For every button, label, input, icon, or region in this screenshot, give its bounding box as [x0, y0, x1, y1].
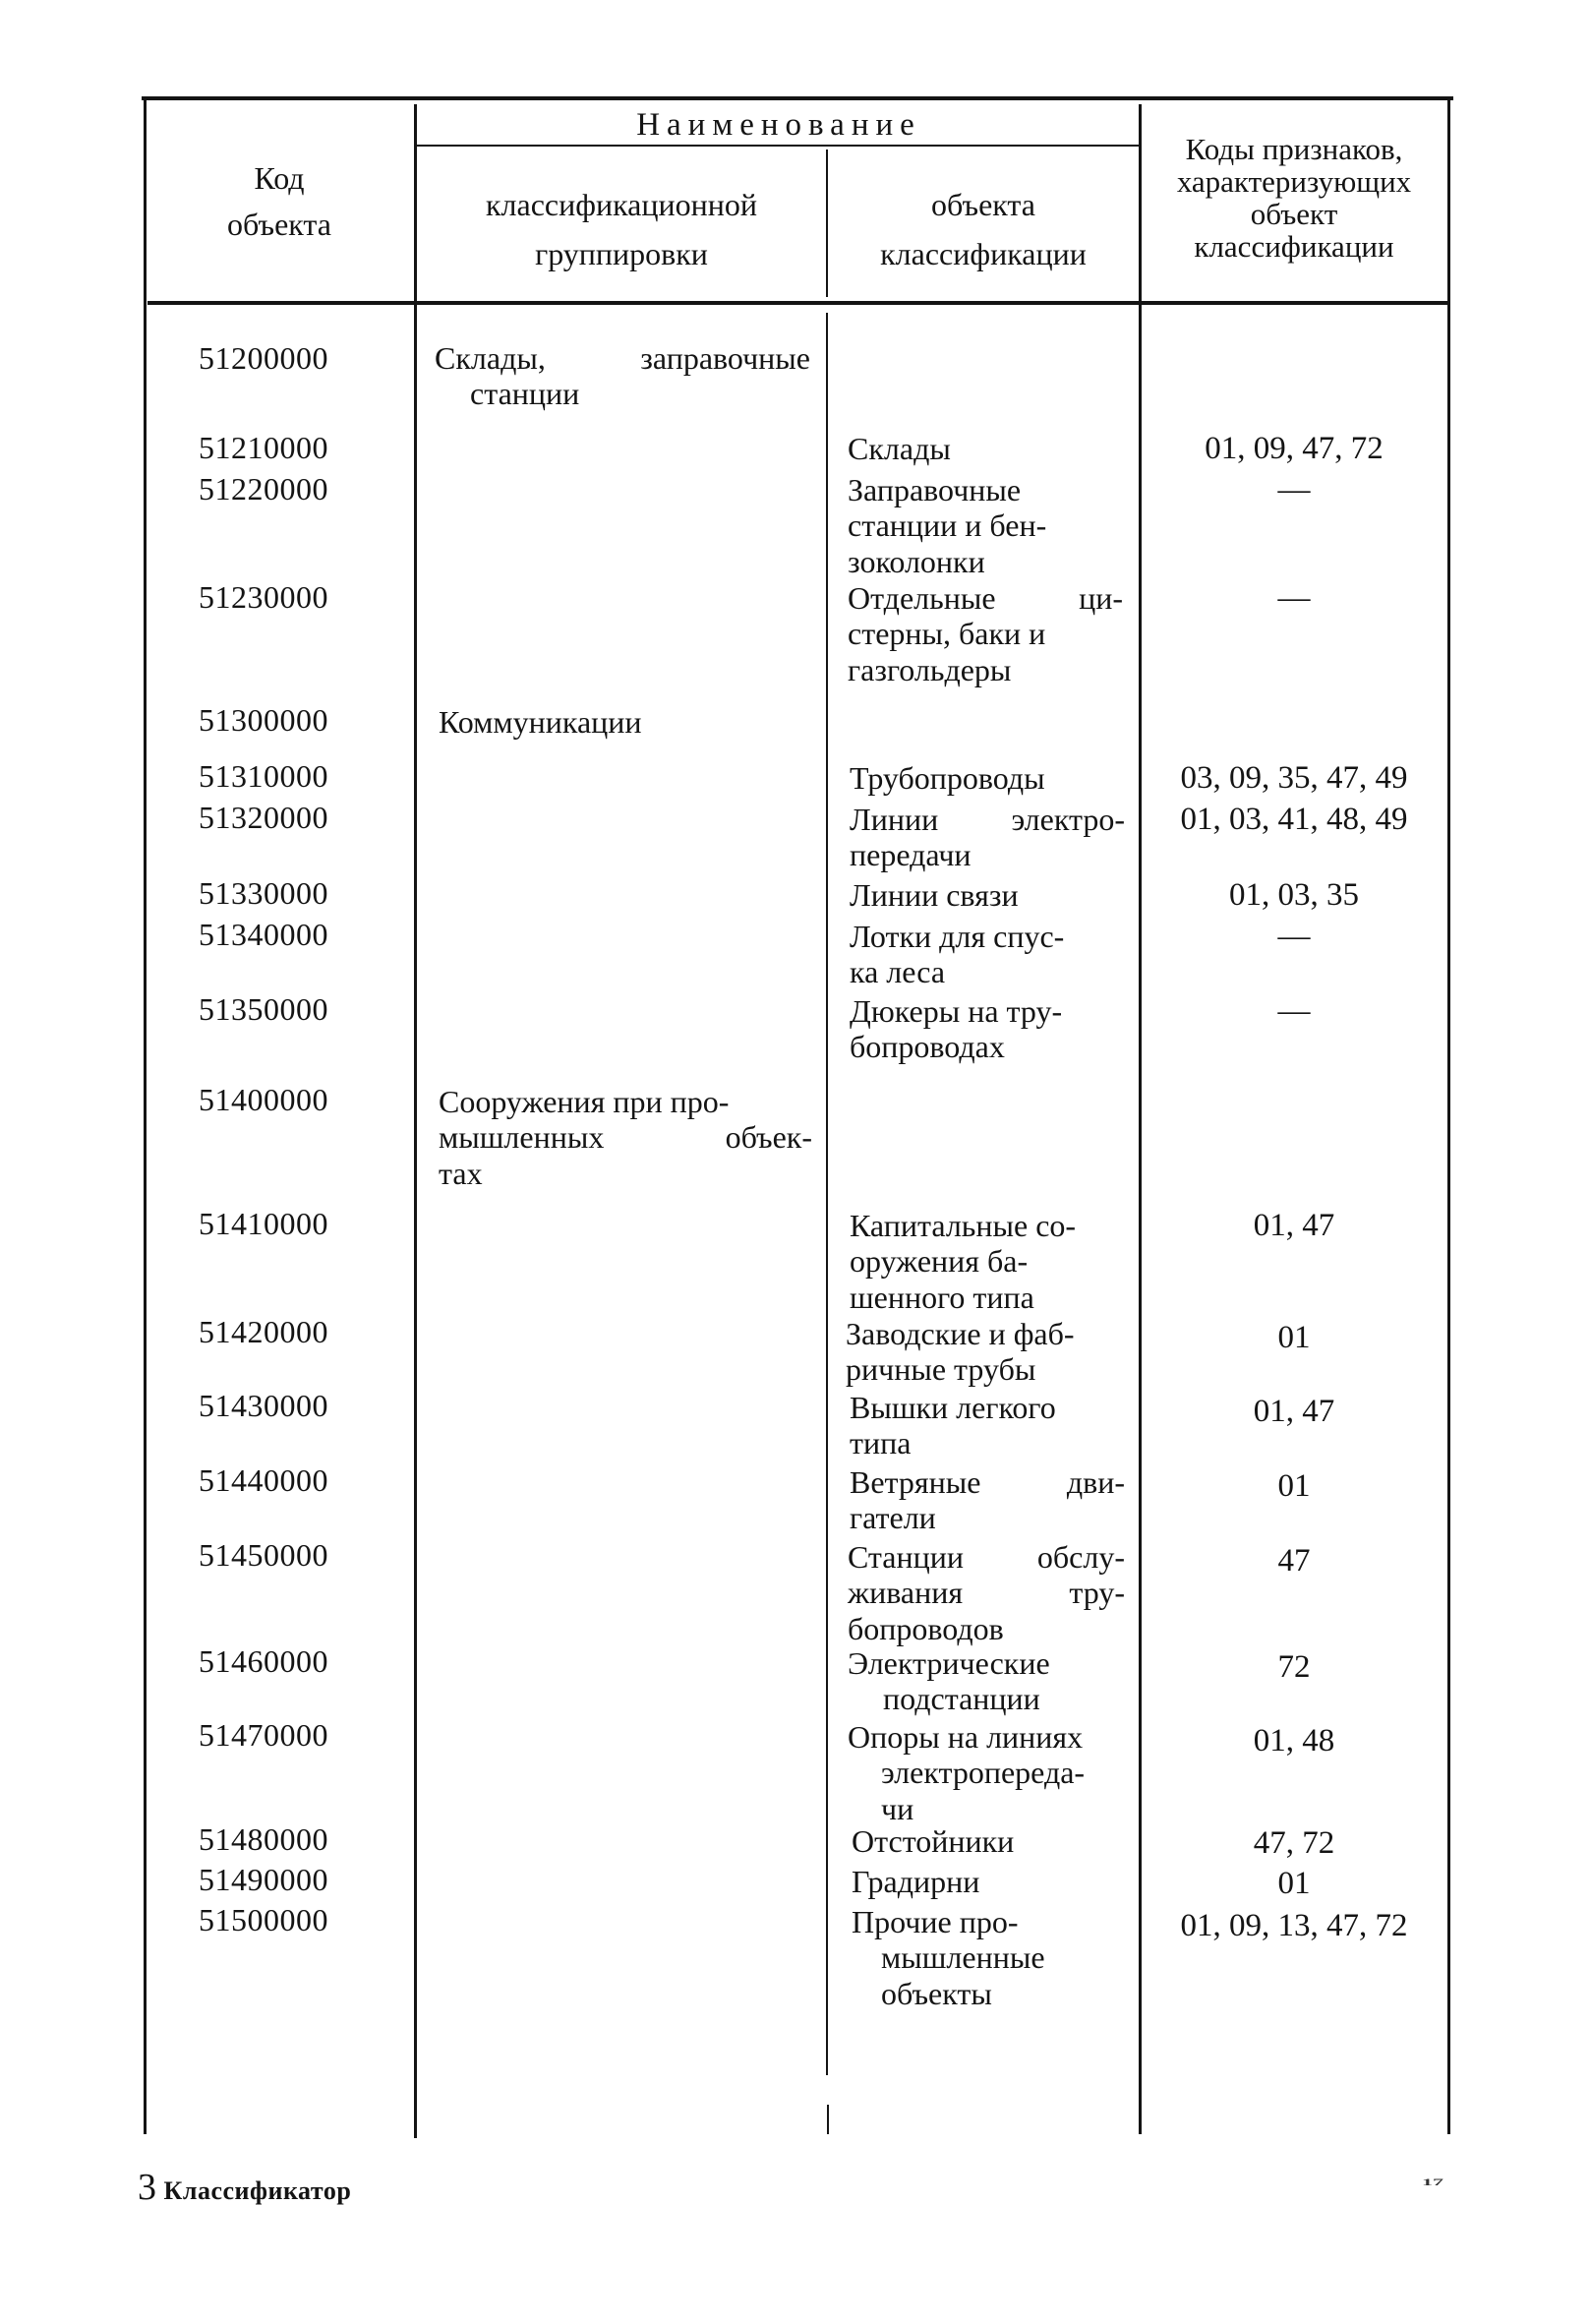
row-object-name: [848, 431, 951, 466]
header-code: [147, 155, 411, 249]
row-code: 51490000: [199, 1862, 328, 1897]
row-features: 01, 48: [1253, 1723, 1335, 1758]
row-features: 01, 09, 13, 47, 72: [1180, 1908, 1408, 1943]
row-object-line: чи: [881, 1790, 914, 1826]
row-object-line: Склады: [848, 431, 951, 466]
row-object-line: Градирни: [852, 1864, 980, 1899]
row-object-word: живания: [848, 1575, 964, 1611]
row-object-line: зоколонки: [848, 543, 985, 579]
header-features-line-1: Коды признаков,: [1185, 132, 1403, 166]
table-top-rule: [142, 96, 1453, 100]
row-group-line: Сооружения при про-: [439, 1084, 730, 1119]
column-divider-1: [414, 104, 417, 2138]
row-code: 51430000: [199, 1388, 328, 1423]
row-object-line: электропереда-: [881, 1755, 1086, 1791]
header-code-line-1: Код: [254, 160, 305, 196]
row-object-line: Опоры на линиях: [848, 1719, 1084, 1755]
column-divider-2-tail: [827, 2105, 829, 2134]
row-code: 51480000: [199, 1821, 328, 1857]
row-features: —: [1277, 919, 1311, 954]
row-object-line: Заправочные: [848, 472, 1022, 507]
row-code: 51210000: [199, 430, 328, 465]
header-features-line-3: объект: [1250, 196, 1338, 231]
row-object-line: Трубопроводы: [850, 760, 1045, 796]
row-object-name: [846, 1316, 1075, 1388]
row-code: 51440000: [199, 1462, 328, 1498]
row-code: 51340000: [199, 917, 328, 952]
header-group-line-2: группировки: [535, 235, 708, 271]
row-object-line: газгольдеры: [848, 651, 1012, 687]
footer-signature: [138, 2166, 351, 2209]
row-object-line: бопроводов: [848, 1610, 1004, 1646]
row-features: —: [1277, 472, 1311, 507]
row-features: 01, 03, 35: [1229, 877, 1359, 913]
row-object-name: [850, 919, 1064, 990]
row-object-line: бопроводах: [850, 1029, 1005, 1065]
table-left-border: [144, 98, 147, 2134]
footer-page-mark: 17: [1422, 2176, 1443, 2188]
row-object-line: подстанции: [883, 1681, 1040, 1717]
row-object-line: оружения ба-: [850, 1243, 1029, 1280]
row-object-word: электро-: [1011, 802, 1125, 837]
row-object-name: [850, 802, 1125, 873]
name-subheader-rule: [417, 145, 1141, 147]
row-object-line: передачи: [850, 837, 972, 873]
header-object-line-1: объекта: [931, 187, 1035, 222]
row-code: 51300000: [199, 702, 328, 738]
row-object-name: [850, 993, 1062, 1065]
row-group-name: [435, 340, 810, 412]
row-group-line: станции: [470, 376, 580, 412]
header-bottom-rule: [147, 301, 1447, 305]
row-code: 51320000: [199, 800, 328, 835]
row-object-word: Линии: [850, 802, 939, 837]
header-name: Наименование: [636, 107, 921, 143]
footer-text: Классификатор: [163, 2176, 352, 2205]
row-object-line: шенного типа: [850, 1279, 1034, 1315]
row-group-word: Склады,: [435, 340, 546, 376]
row-code: 51200000: [199, 340, 328, 376]
row-code: 51450000: [199, 1537, 328, 1573]
header-features: [1141, 134, 1447, 263]
row-features: 47: [1277, 1543, 1311, 1579]
header-features-line-2: характеризующих: [1176, 163, 1412, 199]
row-object-line: Лотки для спус-: [850, 919, 1065, 954]
row-object-word: дви-: [1066, 1464, 1125, 1500]
row-features: 01: [1277, 1468, 1311, 1504]
row-object-name: [852, 1904, 1045, 2011]
row-object-line: Электрические: [848, 1645, 1050, 1681]
row-features: 01, 47: [1253, 1394, 1335, 1429]
row-object-word: Отдельные: [848, 580, 996, 616]
header-group-line-1: классификационной: [486, 187, 757, 222]
row-code: 51420000: [199, 1314, 328, 1349]
row-object-line: станции и бен-: [848, 507, 1047, 544]
row-features: 01, 03, 41, 48, 49: [1180, 802, 1408, 837]
row-object-line: стерны, баки и: [848, 616, 1046, 652]
row-object-word: обслу-: [1036, 1539, 1125, 1575]
row-object-name: [848, 580, 1123, 687]
row-object-word: тру-: [1069, 1575, 1125, 1611]
row-object-name: [850, 1390, 1056, 1461]
row-group-name: [439, 704, 642, 740]
row-group-line: Коммуникации: [439, 704, 642, 740]
row-features: 47, 72: [1253, 1825, 1335, 1861]
row-object-line: мышленные: [881, 1939, 1045, 1976]
row-object-line: ка леса: [850, 954, 946, 990]
row-object-name: [848, 1539, 1125, 1646]
row-object-name: [852, 1823, 1014, 1859]
row-object-line: Прочие про-: [852, 1904, 1019, 1939]
row-object-name: [848, 472, 1046, 579]
row-code: 51400000: [199, 1082, 328, 1117]
row-object-line: Отстойники: [852, 1823, 1015, 1859]
row-object-line: Капитальные со-: [850, 1208, 1077, 1243]
row-object-name: [850, 760, 1045, 796]
row-object-name: [850, 1208, 1076, 1315]
row-group-word: мышленных: [439, 1119, 605, 1156]
row-object-name: [848, 1719, 1085, 1826]
row-object-name: [848, 1645, 1050, 1717]
header-features-line-4: классификации: [1194, 228, 1394, 264]
header-code-line-2: объекта: [227, 207, 331, 243]
row-object-name: [852, 1864, 979, 1899]
row-group-word: заправочные: [640, 340, 810, 376]
row-features: 01, 47: [1253, 1208, 1335, 1243]
row-features: 72: [1277, 1649, 1311, 1685]
row-object-name: [850, 1464, 1125, 1536]
row-code: 51220000: [199, 471, 328, 507]
row-object-word: Ветряные: [850, 1464, 981, 1500]
row-group-name: [439, 1084, 812, 1191]
row-code: 51470000: [199, 1717, 328, 1753]
row-group-word: объек-: [725, 1119, 812, 1156]
row-code: 51410000: [199, 1206, 328, 1241]
row-code: 51330000: [199, 875, 328, 911]
row-features: 01: [1277, 1320, 1311, 1355]
row-object-word: ци-: [1079, 580, 1123, 616]
row-features: 03, 09, 35, 47, 49: [1180, 760, 1408, 796]
row-object-line: типа: [850, 1425, 912, 1461]
row-features: —: [1277, 993, 1311, 1029]
row-object-line: объекты: [881, 1975, 992, 2011]
header-object: [828, 181, 1139, 278]
row-code: 51310000: [199, 758, 328, 794]
table-right-border: [1447, 98, 1450, 2134]
row-object-line: гатели: [850, 1500, 936, 1536]
footer-number: 3: [138, 2167, 156, 2208]
row-features: 01, 09, 47, 72: [1205, 431, 1384, 466]
row-object-word: Станции: [848, 1539, 964, 1575]
column-divider-3: [1139, 104, 1142, 2134]
column-divider-2-lower: [826, 313, 828, 2075]
row-object-name: [850, 877, 1019, 913]
row-features: —: [1277, 580, 1311, 616]
row-features: 01: [1277, 1866, 1311, 1901]
row-group-line: тах: [439, 1155, 483, 1191]
row-object-line: ричные трубы: [846, 1351, 1036, 1388]
row-code: 51230000: [199, 579, 328, 615]
row-object-line: Заводские и фаб-: [846, 1316, 1075, 1351]
row-code: 51460000: [199, 1643, 328, 1679]
row-object-line: Линии связи: [850, 877, 1019, 913]
row-code: 51350000: [199, 991, 328, 1027]
row-object-line: Вышки легкого: [850, 1390, 1056, 1425]
row-code: 51500000: [199, 1902, 328, 1937]
row-object-line: Дюкеры на тру-: [850, 993, 1063, 1029]
header-group: [417, 181, 826, 278]
header-object-line-2: классификации: [880, 235, 1087, 271]
